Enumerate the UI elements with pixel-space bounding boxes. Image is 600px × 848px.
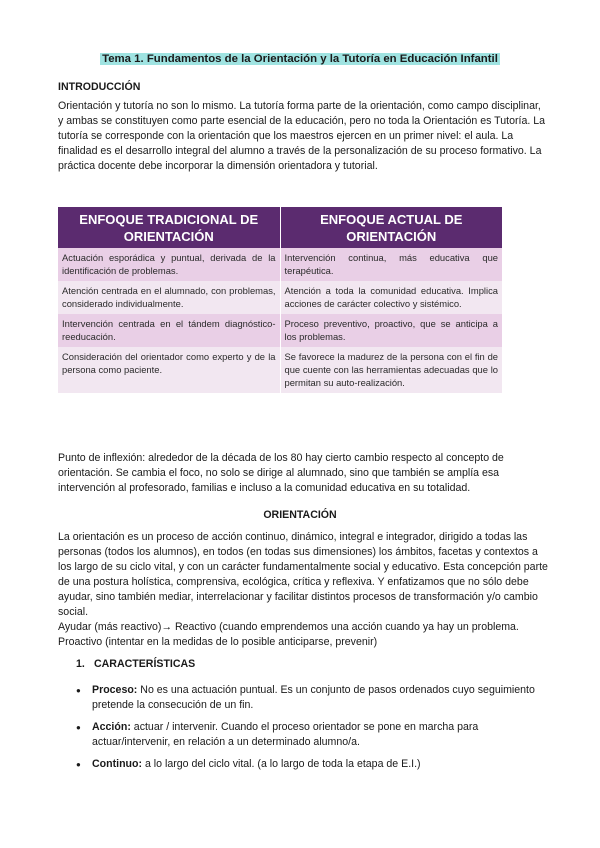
list-item xyxy=(76,720,556,750)
orientacion-heading: ORIENTACIÓN xyxy=(263,509,337,521)
item-text: a lo largo del ciclo vital. (a lo largo de toda la etapa de E.I.) xyxy=(142,758,421,770)
item-text: actuar / intervenir. Cuando el proceso orientador se pone en marcha para actuar/intervenir, en relación a un determinado alumno/a. xyxy=(92,721,479,748)
table-cell: Proceso preventivo, proactivo, que se anticipa a los problemas. xyxy=(280,314,502,347)
header-current: ENFOQUE ACTUAL DE ORIENTACIÓN xyxy=(280,207,502,248)
intro-paragraph: Orientación y tutoría no son lo mismo. La tutoría forma parte de la orientación, como campo disciplinar, y ambas se constituyen como parte esencial de la educación, pero no toda la Orientación es Tutoría. La tutoría se corresponde con la orientación que los maestros ejercen en un primer nivel: el aula. La finalidad es el desarrollo integral del alumno a través de la personalización de su proceso formativo. La práctica docente debe incorporar la dimensión orientadora y tutorial. xyxy=(58,100,546,172)
table-row xyxy=(58,248,502,281)
table-cell: Atención centrada en el alumnado, con problemas, considerado individualmente. xyxy=(58,281,280,314)
intro-heading: INTRODUCCIÓN xyxy=(58,81,141,93)
table-row xyxy=(58,281,502,314)
list-item xyxy=(76,683,556,713)
table-row xyxy=(58,347,502,393)
reactivo-line: Ayudar (más reactivo)→ Reactivo (cuando emprendemos una acción cuando ya hay un problema. xyxy=(58,621,519,633)
inflexion-paragraph: Punto de inflexión: alrededor de la década de los 80 hay cierto cambio respecto al concepto de orientación. Se cambia el foco, no solo se dirige al alumnado, sino que también se amplía esa intervención al profesorado, familias e incluso a la comunidad educativa en su totalidad. xyxy=(58,452,504,494)
item-term: Acción: xyxy=(92,721,131,733)
document-title xyxy=(0,52,600,67)
caracteristicas-list xyxy=(76,683,556,772)
item-term: Continuo: xyxy=(92,758,143,770)
list-item xyxy=(76,757,556,772)
item-term: Proceso: xyxy=(92,684,138,696)
table-cell: Se favorece la madurez de la persona con el fin de que cuente con las herramientas adecuadas que lo permitan su auto-realización. xyxy=(280,347,502,393)
caracteristicas-heading xyxy=(76,657,195,672)
orientacion-paragraph: La orientación es un proceso de acción continuo, dinámico, integral e integrador, dirigido a todas las personas (todos los alumnos), en todos (en todas sus dimensiones) los ámbitos, facetas y contextos a los largo de su ciclo vital, y con un carácter fundamentalmente social y educativo. Esta concepción parte de una postura holística, comprensiva, ecológica, crítica y reflexiva. Y enfatizamos que no sólo debe ayudar, sino también mediar, interrelacionar y facilitar distintos procesos de transformación y/o cambio social. xyxy=(58,531,548,618)
section-number: 1. xyxy=(76,658,85,670)
table-cell: Intervención centrada en el tándem diagnóstico-reeducación. xyxy=(58,314,280,347)
document-title-text: Tema 1. Fundamentos de la Orientación y la Tutoría en Educación Infantil xyxy=(102,53,498,65)
item-text: No es una actuación puntual. Es un conjunto de pasos ordenados cuyo seguimiento pretende la consecución de un fin. xyxy=(92,684,535,711)
section-title: CARACTERÍSTICAS xyxy=(94,658,196,670)
table-row xyxy=(58,314,502,347)
table-cell: Actuación esporádica y puntual, derivada de la identificación de problemas. xyxy=(58,248,280,281)
table-cell: Intervención continua, más educativa que terapéutica. xyxy=(280,248,502,281)
comparison-table xyxy=(58,207,502,393)
proactivo-line: Proactivo (intentar en la medidas de lo posible anticiparse, prevenir) xyxy=(58,636,378,648)
table-cell: Consideración del orientador como experto y de la persona como paciente. xyxy=(58,347,280,393)
table-cell: Atención a toda la comunidad educativa. Implica acciones de carácter colectivo y sistémico. xyxy=(280,281,502,314)
table-header-row xyxy=(58,207,502,248)
header-traditional: ENFOQUE TRADICIONAL DE ORIENTACIÓN xyxy=(58,207,280,248)
